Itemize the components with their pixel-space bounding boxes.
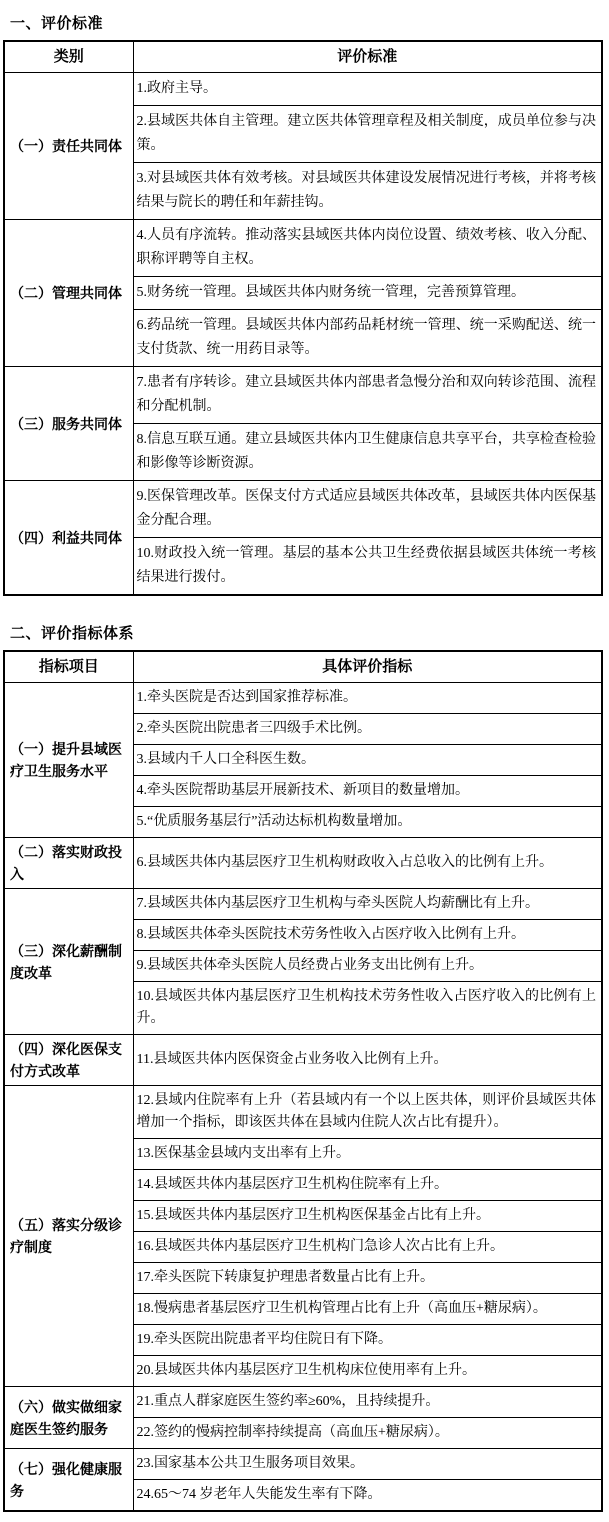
category-cell: （六）做实做细家庭医生签约服务 (4, 1387, 133, 1449)
category-cell: （四）利益共同体 (4, 481, 133, 596)
column-header-criteria: 评价标准 (133, 41, 602, 73)
table-row (4, 367, 602, 424)
table-row (4, 481, 602, 538)
criteria-cell: 11.县域医共体内医保资金占业务收入比例有上升。 (133, 1035, 602, 1086)
table-row (4, 1035, 602, 1086)
category-cell: （三）深化薪酬制度改革 (4, 889, 133, 1035)
criteria-cell: 12.县域内住院率有上升（若县域内有一个以上医共体，则评价县域医共体增加一个指标，即该医共体在县域内住院人次占比有提升）。 (133, 1086, 602, 1139)
criteria-cell: 10.县域医共体内基层医疗卫生机构技术劳务性收入占医疗收入的比例有上升。 (133, 982, 602, 1035)
table-header-row (4, 651, 602, 683)
table-row (4, 73, 602, 106)
category-cell: （二）落实财政投入 (4, 838, 133, 889)
criteria-cell: 6.县域医共体内基层医疗卫生机构财政收入占总收入的比例有上升。 (133, 838, 602, 889)
criteria-cell: 17.牵头医院下转康复护理患者数量占比有上升。 (133, 1263, 602, 1294)
criteria-cell: 8.信息互联互通。建立县域医共体内卫生健康信息共享平台，共享检查检验和影像等诊断资源。 (133, 424, 602, 481)
category-cell: （七）强化健康服务 (4, 1449, 133, 1512)
criteria-cell: 8.县域医共体牵头医院技术劳务性收入占医疗收入比例有上升。 (133, 920, 602, 951)
criteria-cell: 9.医保管理改革。医保支付方式适应县域医共体改革，县域医共体内医保基金分配合理。 (133, 481, 602, 538)
criteria-cell: 4.牵头医院帮助基层开展新技术、新项目的数量增加。 (133, 776, 602, 807)
table-row (4, 220, 602, 277)
section-2-title: 二、评价指标体系 (10, 625, 135, 642)
column-header-specific-indicators: 具体评价指标 (133, 651, 602, 683)
criteria-cell: 5.财务统一管理。县域医共体内财务统一管理，完善预算管理。 (133, 277, 602, 310)
indicator-system-table (3, 650, 603, 1512)
criteria-cell: 19.牵头医院出院患者平均住院日有下降。 (133, 1325, 602, 1356)
category-cell: （二）管理共同体 (4, 220, 133, 367)
table-row (4, 838, 602, 889)
column-header-indicator-item: 指标项目 (4, 651, 133, 683)
criteria-cell: 4.人员有序流转。推动落实县域医共体内岗位设置、绩效考核、收入分配、职称评聘等自主权。 (133, 220, 602, 277)
criteria-cell: 7.患者有序转诊。建立县域医共体内部患者急慢分治和双向转诊范围、流程和分配机制。 (133, 367, 602, 424)
criteria-cell: 6.药品统一管理。县域医共体内部药品耗材统一管理、统一采购配送、统一支付货款、统一用药目录等。 (133, 310, 602, 367)
criteria-cell: 18.慢病患者基层医疗卫生机构管理占比有上升（高血压+糖尿病）。 (133, 1294, 602, 1325)
table-row (4, 1387, 602, 1418)
criteria-cell: 9.县域医共体牵头医院人员经费占业务支出比例有上升。 (133, 951, 602, 982)
criteria-cell: 1.牵头医院是否达到国家推荐标准。 (133, 683, 602, 714)
table-row (4, 683, 602, 714)
criteria-cell: 23.国家基本公共卫生服务项目效果。 (133, 1449, 602, 1480)
criteria-cell: 15.县域医共体内基层医疗卫生机构医保基金占比有上升。 (133, 1201, 602, 1232)
criteria-cell: 14.县域医共体内基层医疗卫生机构住院率有上升。 (133, 1170, 602, 1201)
table-row (4, 1086, 602, 1139)
section-1-title: 一、评价标准 (10, 15, 104, 32)
table-row (4, 889, 602, 920)
section-indicator-system (3, 622, 603, 1512)
criteria-cell: 21.重点人群家庭医生签约率≥60%，且持续提升。 (133, 1387, 602, 1418)
category-cell: （三）服务共同体 (4, 367, 133, 481)
criteria-cell: 5.“优质服务基层行”活动达标机构数量增加。 (133, 807, 602, 838)
document (3, 12, 603, 1512)
criteria-cell: 3.对县域医共体有效考核。对县域医共体建设发展情况进行考核，并将考核结果与院长的聘任和年薪挂钩。 (133, 163, 602, 220)
category-cell: （一）责任共同体 (4, 73, 133, 220)
criteria-cell: 10.财政投入统一管理。基层的基本公共卫生经费依据县域医共体统一考核结果进行拨付。 (133, 538, 602, 596)
criteria-cell: 7.县域医共体内基层医疗卫生机构与牵头医院人均薪酬比有上升。 (133, 889, 602, 920)
column-header-category: 类别 (4, 41, 133, 73)
section-evaluation-standards (3, 12, 603, 596)
criteria-cell: 1.政府主导。 (133, 73, 602, 106)
criteria-cell: 20.县域医共体内基层医疗卫生机构床位使用率有上升。 (133, 1356, 602, 1387)
criteria-cell: 13.医保基金县域内支出率有上升。 (133, 1139, 602, 1170)
criteria-cell: 22.签约的慢病控制率持续提高（高血压+糖尿病）。 (133, 1418, 602, 1449)
category-cell: （一）提升县域医疗卫生服务水平 (4, 683, 133, 838)
table-row (4, 1449, 602, 1480)
category-cell: （五）落实分级诊疗制度 (4, 1086, 133, 1387)
criteria-cell: 16.县域医共体内基层医疗卫生机构门急诊人次占比有上升。 (133, 1232, 602, 1263)
table-header-row (4, 41, 602, 73)
criteria-cell: 2.县域医共体自主管理。建立医共体管理章程及相关制度，成员单位参与决策。 (133, 106, 602, 163)
criteria-cell: 3.县域内千人口全科医生数。 (133, 745, 602, 776)
evaluation-standards-table (3, 40, 603, 596)
category-cell: （四）深化医保支付方式改革 (4, 1035, 133, 1086)
criteria-cell: 24.65～74 岁老年人失能发生率有下降。 (133, 1480, 602, 1512)
criteria-cell: 2.牵头医院出院患者三四级手术比例。 (133, 714, 602, 745)
